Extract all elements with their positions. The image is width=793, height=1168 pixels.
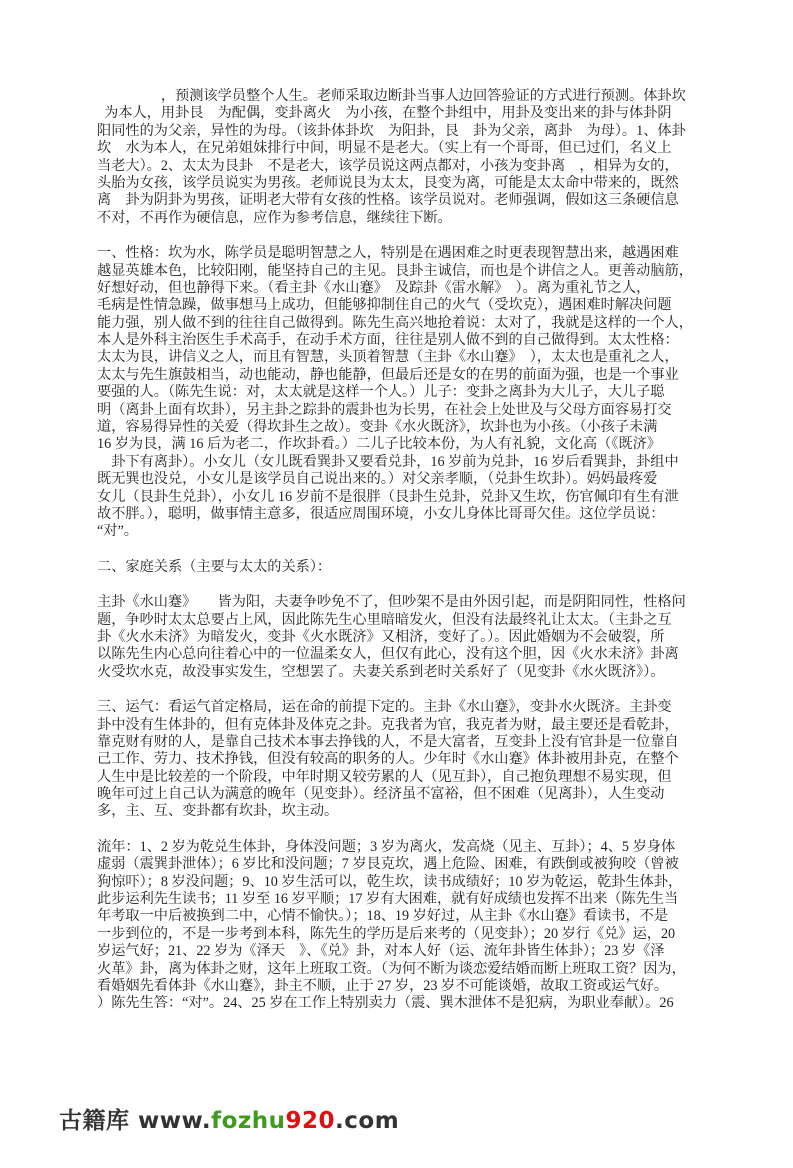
section-1-character (97, 245, 737, 541)
text-line: 看婚姻先看体卦《水山蹇》，卦主不顺，止于 27 岁，23 岁不可能谈婚，故取工资或运气好。 (97, 977, 669, 994)
watermark-reflection (8, 1158, 399, 1168)
text-line: ，预测该学员整个人生。老师采取边断卦当事人边回答验证的方式进行预测。体卦坎 (97, 88, 686, 104)
text-line: 阳同性的为父亲，异性的为母。（该卦体卦坎 为阳卦，艮 卦为父亲，离卦 为母）。1、体卦 (97, 122, 686, 139)
text-line: 狗惊吓）；8 岁没问题；9、10 岁生活可以，乾生坎，读书成绩好；10 岁为乾运，乾卦生体卦， (97, 873, 683, 890)
text-line: 三、运气：看运气首定格局，运在命的前提下定的。主卦《水山蹇》，变卦水火既济。主卦变 (97, 699, 672, 716)
text-line: 太太与先生旗鼓相当，动也能动，静也能静，但最后还是女的在男的前面为强，也是一个事业 (97, 366, 679, 383)
text-line: 道，容易得异性的关爱（得坎卦生之故）。变卦《水火既济》，坎卦也为小孩。（小孩子未满 (97, 419, 658, 436)
text-line: 离 卦为阴卦为男孩，证明老大带有女孩的性格。该学员说对。老师强调，假如这三条硬信息 (97, 192, 679, 209)
text-line: 当老大）。2、太太为艮卦 不是老大，该学员说这两点都对，小孩为变卦离 ，相异为女的， (97, 157, 679, 174)
text-line: 二、家庭关系（主要与太太的关系）： (97, 558, 332, 575)
text-line: 故不胖。），聪明，做事情主意多，很适应周围环境，小女儿身体比哥哥欠佳。这位学员说： (97, 505, 665, 522)
watermark-url-www: www. (129, 1108, 212, 1134)
text-line: 明（离卦上面有坎卦），另主卦之踪卦的震卦也为长男，在社会上处世及与父母方面容易打交 (97, 401, 672, 418)
text-line: 越显英雄本色，比较阳刚，能坚持自己的主见。艮卦主诚信，而也是个讲信之人。更善动脑筋， (97, 262, 693, 279)
watermark-site-name: 古籍库 (59, 1108, 130, 1134)
text-line: 16 岁为艮，满 16 后为老二，作坎卦看。）二儿子比较本份，为人有礼貌，文化高（《既济》 (97, 436, 661, 453)
intro-paragraph (97, 88, 737, 227)
text-line: 卦下有离卦）。小女儿（女儿既看巽卦又要看兑卦，16 岁前为兑卦，16 岁后看巽卦，卦组中 (97, 453, 679, 470)
text-line: 人生中是比较差的一个阶段，中年时期又较劳累的人（见互卦），自己抱负理想不易实现，但 (97, 768, 672, 785)
text-line: 虚弱（震巽卦泄体）；6 岁比和没问题；7 岁艮克坎，遇上危险、困难，有跌倒或被狗咬（曾被 (97, 856, 679, 873)
text-line: 本人是外科主治医生手术高手，在动手术方面，往往是别人做不到的自己做得到。太太性格： (97, 332, 679, 349)
text-line: 靠克财有财的人，是靠自己技术本事去挣钱的人，不是大富者，互变卦上没有官卦是一位靠自 (97, 733, 679, 750)
yearly-fortune (97, 839, 737, 1013)
text-line: 头胎为女孩，该学员说实为男孩。老师说艮为太太，艮变为离，可能是太太命中带来的，既然 (97, 174, 679, 191)
text-line: 晚年可过上自己认为满意的晚年（见变卦）。经济虽不富裕，但不困难（见离卦），人生变动 (97, 786, 665, 803)
text-line: 主卦《水山蹇》 皆为阳，夫妻争吵免不了，但吵架不是由外因引起，而是阴阳同性，性格问 (97, 594, 686, 611)
section-2-family (97, 594, 737, 681)
text-line: 流年：1、2 岁为乾兑生体卦，身体没问题；3 岁为离火，发高烧（见主、互卦）；4、5 岁身体 (97, 838, 676, 855)
text-line: 要强的人。（陈先生说：对，太太就是这样一个人。）儿子：变卦之离卦为大儿子，大儿子聪 (97, 384, 665, 401)
text-line: 一、性格：坎为水，陈学员是聪明智慧之人，特别是在遇困难之时更表现智慧出来，越遇困难 (97, 245, 679, 262)
watermark-text (8, 1082, 399, 1160)
text-line: “对”。 (97, 523, 138, 540)
text-line: 女儿（艮卦生兑卦），小女儿 16 岁前不是很胖（艮卦生兑卦，兑卦又生坎，伤官佩印有生有泄 (97, 488, 679, 505)
text-line: 太太为艮，讲信义之人，而且有智慧，头顶着智慧（主卦《水山蹇》 ），太太也是重礼之人， (97, 349, 679, 366)
text-line: 卦《火水未济》为暗发火，变卦《火水既济》又相济，变好了。）。因此婚姻为不会破裂，所 (97, 628, 665, 645)
text-line: ）陈先生答：“对”。24、25 岁在工作上特别卖力（震、巽木泄体不是犯病，为职业奉献）。26 (97, 995, 674, 1012)
text-line: 能力强，别人做不到的往往自己做得到。陈先生高兴地抢着说：太对了，我就是这样的一个人， (97, 314, 693, 331)
text-line: 此步运利先生读书；11 岁至 16 岁平顺；17 岁有大困难，就有好成绩也发挥不出来（陈先生当 (97, 891, 679, 908)
text-line: 火受坎水克，故没事实发生，空想罢了。夫妻关系到老时关系好了（见变卦《水火既济》）。 (97, 663, 665, 680)
text-line: 己工作、劳力、技术挣钱，但没有较高的职务的人。少年时《水山蹇》体卦被用卦克，在整个 (97, 751, 679, 768)
text-line: 坎 水为本人，在兄弟姐妹排行中间，明显不是老大。（实上有一个哥哥，但已过们，名义上 (97, 140, 672, 157)
text-line: 多，主、互、变卦都有坎卦，坎主动。 (97, 803, 339, 820)
text-line: 卦中没有生体卦的，但有克体卦及体克之卦。克我者为官，我克者为财，最主要还是看乾卦， (97, 716, 679, 733)
text-line: 为本人，用卦艮 为配偶，变卦离火 为小孩，在整个卦组中，用卦及变出来的卦与体卦阴 (97, 105, 672, 122)
text-line: 毛病是性情急躁，做事想马上成功，但能够抑制住自己的火气（受坎克），遇困难时解决问题 (97, 297, 672, 314)
watermark-url-number: 920 (285, 1108, 336, 1134)
watermark (8, 1082, 399, 1168)
text-line: 好想好动，但也静得下来。（看主卦《水山蹇》 及踪卦《雷水解》 ）。离为重礼节之人， (97, 279, 651, 296)
text-line: 以陈先生内心总向往着心中的一位温柔女人，但仅有此心，没有这个胆，因《火水未济》卦离 (97, 646, 679, 663)
text-line: 一步到位的，不是一步考到本科，陈先生的学历是后来考的（见变卦）；20 岁行《兑》运，20 (97, 925, 676, 942)
text-line: 题，争吵时太太总要占上风，因此陈先生心里暗暗发火，但没有法最终礼让太太。（主卦之互 (97, 611, 672, 628)
section-2-heading (97, 559, 737, 576)
section-3-luck (97, 699, 737, 821)
text-line: 既无巽也没兑，小女儿是该学员自己说出来的。）对父亲孝顺，（兑卦生坎卦）。妈妈最疼爱 (97, 471, 658, 488)
text-line: 年考取一中后被换到二中，心情不愉快。）；18、19 岁好过，从主卦《水山蹇》看读书，不是 (97, 908, 669, 925)
text-line: 不对，不再作为硬信息，应作为参考信息，继续往下断。 (97, 209, 452, 226)
watermark-url-tld: .com (335, 1108, 400, 1134)
document-text (97, 88, 737, 1031)
text-line: 火革》卦，离为体卦之财，这年上班取工资。（为何不断为谈恋爱结婚而断上班取工资？因为， (97, 960, 686, 977)
text-line: 岁运气好；21、22 岁为《泽天 》、《兑》卦，对本人好（运、流年卦皆生体卦）；23 岁《泽 (97, 943, 665, 960)
watermark-url-domain: fozhu (211, 1108, 286, 1134)
